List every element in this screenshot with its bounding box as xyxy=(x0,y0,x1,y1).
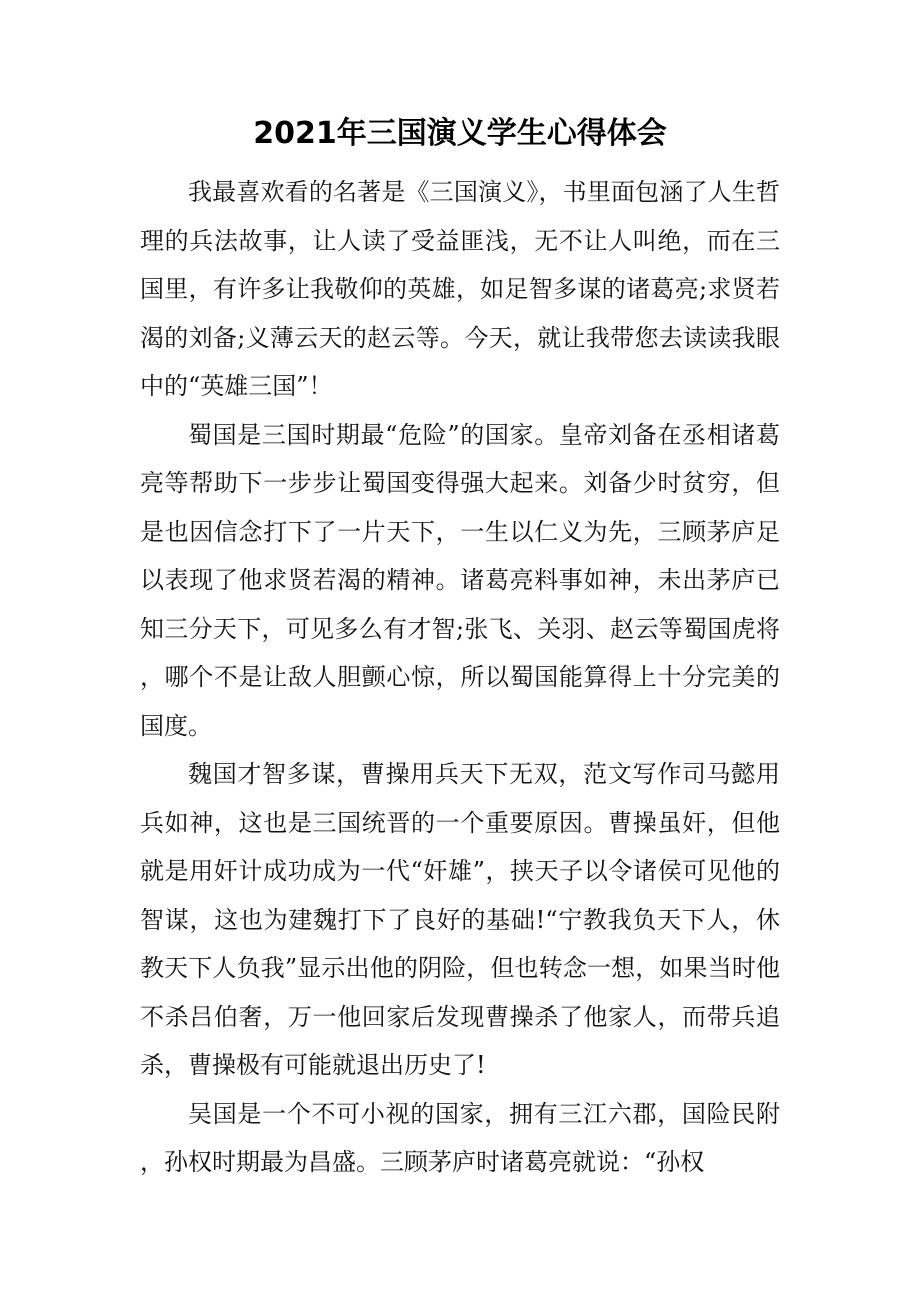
paragraph-shu: 蜀国是三国时期最“危险”的国家。皇帝刘备在丞相诸葛亮等帮助下一步步让蜀国变得强大起来。刘备少时贫穷，但是也因信念打下了一片天下，一生以仁义为先，三顾茅庐足以表现了他求贤若渴的精神。诸葛亮料事如神，未出茅庐已知三分天下，可见多么有才智;张飞、关羽、赵云等蜀国虎将，哪个不是让敌人胆颤心惊，所以蜀国能算得上十分完美的国度。 xyxy=(140,420,780,740)
paragraph-wei: 魏国才智多谋，曹操用兵天下无双，范文写作司马懿用兵如神，这也是三国统晋的一个重要原因。曹操虽奸，但他就是用奸计成功成为一代“奸雄”，挟天子以令诸侯可见他的智谋，这也为建魏打下了良好的基础!“宁教我负天下人，休教天下人负我”显示出他的阴险，但也转念一想，如果当时他不杀吕伯奢，万一他回家后发现曹操杀了他家人，而带兵追杀，曹操极有可能就退出历史了! xyxy=(140,760,780,1079)
document-body xyxy=(140,168,780,1187)
document-title: 2021年三国演义学生心得体会 xyxy=(253,116,667,151)
paragraph-intro: 我最喜欢看的名著是《三国演义》，书里面包涵了人生哲理的兵法故事，让人读了受益匪浅，无不让人叫绝，而在三国里，有许多让我敬仰的英雄，如足智多谋的诸葛亮;求贤若渴的刘备;义薄云天的赵云等。今天，就让我带您去读读我眼中的“英雄三国”！ xyxy=(140,178,780,400)
paragraph-wu: 吴国是一个不可小视的国家，拥有三江六郡，国险民附，孙权时期最为昌盛。三顾茅庐时诸葛亮就说：“孙权 xyxy=(140,1099,780,1176)
